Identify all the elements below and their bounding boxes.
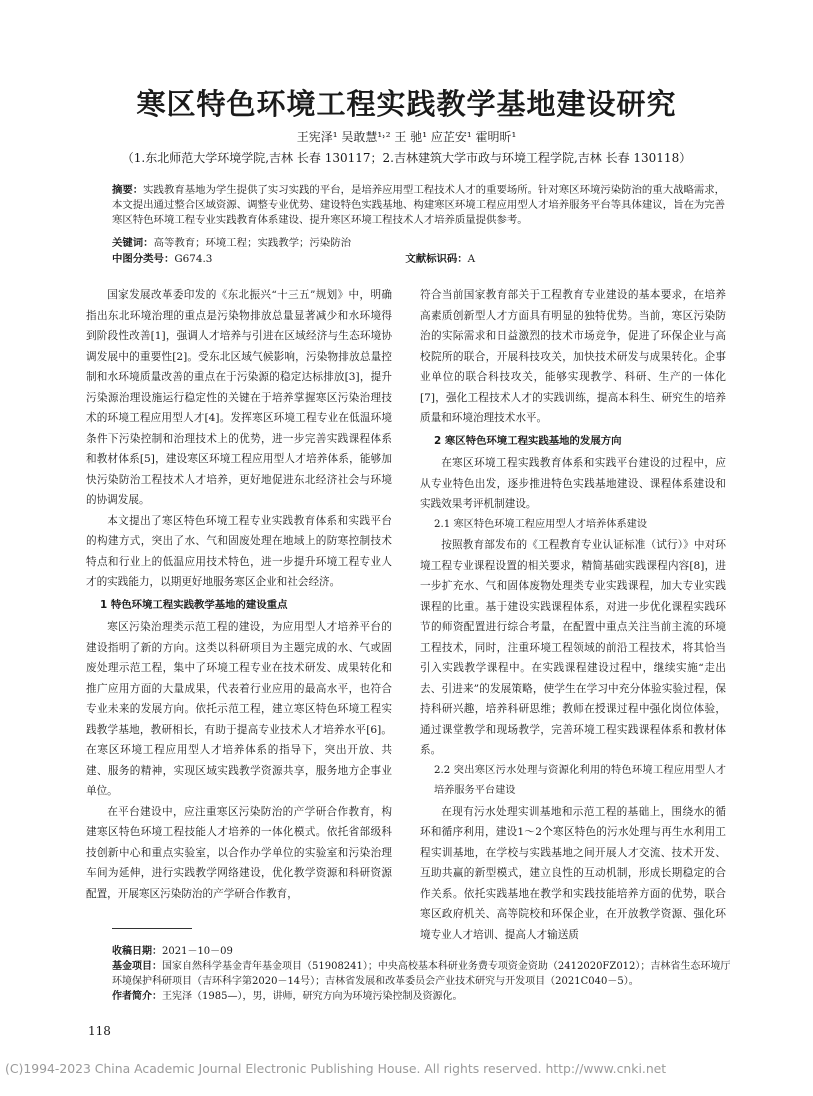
body-paragraph: 国家发展改革委印发的《东北振兴“十三五”规划》中，明确指出东北环境治理的重点是污染物排放总量显著减少和水环境得到阶段性改善[1]，强调人才培养与引进在区域经济与生态环境协调发展中的重要性[2]。受东北区域气候影响，污染物排放总量控制和水环境质量改善的重点在于污染源的稳定达标排放[3]，提升污染源治理设施运行稳定性的关键在于培养掌握寒区污染治理技术的环境工程应用型人才[4]。发挥寒区环境工程专业在低温环境条件下污染控制和治理技术上的优势，进一步完善实践课程体系和教材体系[5]，建设寒区环境工程应用型人才培养体系，能够加快污染防治工程技术人才培养，更好地促进东北经济社会与环境的协调发展。 <box>86 289 392 506</box>
body-paragraph: 按照教育部发布的《工程教育专业认证标准（试行）》中对环境工程专业课程设置的相关要求，精简基础实践课程内容[8]，进一步扩充水、气和固体废物处理类专业实践课程，加大专业实践课程的比重。基于建设实践课程体系，对进一步优化课程实践环节的师资配置进行综合考量，在配置中重点关注当前主流的环境工程技术，同时，注重环境工程领域的前沿工程技术，将其恰当引入实践教学课程中。在实践课程建设过程中，继续实施“走出去、引进来”的发展策略，使学生在学习中充分体验实验过程，保持科研兴趣，培养科研思维；教师在授课过程中强化岗位体验，通过课堂教学和现场教学，完善环境工程实践课程体系和教材体系。 <box>420 539 726 756</box>
body-paragraph: 本文提出了寒区特色环境工程专业实践教育体系和实践平台的构建方式，突出了水、气和固废处理在地域上的防寒控制技术特点和行业上的低温应用技术特色，进一步提升环境工程专业人才的实践能力，以期更好地服务寒区企业和社会经济。 <box>86 514 392 588</box>
footnote-text: 2021－10－09 <box>162 946 233 957</box>
footnote-item <box>112 959 732 989</box>
footnote-label: 作者简介： <box>112 991 162 1002</box>
keywords <box>112 236 732 251</box>
footnote-label: 收稿日期： <box>112 946 162 957</box>
footnotes <box>112 944 732 1004</box>
footnote-item <box>112 989 732 1004</box>
doc-code-value: A <box>467 253 476 265</box>
left-column <box>86 285 392 904</box>
keywords-text: 高等教育；环境工程；实践教学；污染防治 <box>153 237 351 249</box>
body-paragraph: 在现有污水处理实训基地和示范工程的基础上，围绕水的循环和循序利用，建设1～2个寒区特色的污水处理与再生水利用工程实训基地，在学校与实践基地之间开展人才交流、技术开发、互助共赢的新型模式，建立良性的互动机制，形成长期稳定的合作关系。依托实践基地在教学和实践技能培养方面的优势，联合寒区政府机关、高等院校和环保企业，在开放教学资源、强化环境专业人才培训、提高人才输送质 <box>420 805 726 941</box>
clc-value: G674.3 <box>174 253 213 265</box>
paper-title: 寒区特色环境工程实践教学基地建设研究 <box>136 87 677 121</box>
section-heading: 2 寒区特色环境工程实践基地的发展方向 <box>434 434 622 447</box>
body-paragraph: 在平台建设中，应注重寒区污染防治的产学研合作教育，构建寒区特色环境工程技能人才培养的一体化模式。依托省部级科技创新中心和重点实验室，以合作办学单位的实验室和污染治理车间为延伸，进行实践教学网络建设，优化教学资源和科研资源配置，开展寒区污染防治的产学研合作教育， <box>86 805 392 900</box>
abstract <box>112 183 732 228</box>
author-list: 王宪泽¹ 吴敢慧¹˒² 王 驰¹ 应芷安¹ 霍明昕¹ <box>296 130 517 144</box>
doc-code-label: 文献标识码： <box>405 253 468 265</box>
abstract-text: 实践教育基地为学生提供了实习实践的平台，是培养应用型工程技术人才的重要场所。针对寒区环境污染防治的重大战略需求，本文提出通过整合区域资源、调整专业优势、建设特色实践基地、构建寒区环境工程应用型人才培养服务平台等具体建议，旨在为完善寒区特色环境工程专业实践教育体系建设、提升寒区环境工程技术人才培养质量提供参考。 <box>112 184 726 226</box>
copyright-notice: (C)1994-2023 China Academic Journal Electronic Publishing House. All rights reserved. http://www.cnki.net <box>5 1061 667 1076</box>
footnote-label: 基金项目： <box>112 961 162 972</box>
page-number: 118 <box>88 1024 111 1038</box>
keywords-label: 关键词： <box>112 237 154 249</box>
section-heading: 1 特色环境工程实践教学基地的建设重点 <box>100 598 288 611</box>
body-paragraph: 在寒区环境工程实践教育体系和实践平台建设的过程中，应从专业特色出发，逐步推进特色实践基地建设、课程体系建设和实践效果考评机制建设。 <box>420 457 726 510</box>
right-column <box>420 285 726 945</box>
footnote-rule <box>112 928 192 929</box>
abstract-label: 摘要： <box>112 184 144 196</box>
classification-line <box>112 252 732 267</box>
affiliations: （1.东北师范大学环境学院,吉林 长春 130117；2.吉林建筑大学市政与环境工程学院,吉林 长春 130118） <box>121 151 692 165</box>
footnote-text: 王宪泽（1985—），男，讲师，研究方向为环境污染控制及资源化。 <box>162 991 463 1002</box>
body-paragraph: 符合当前国家教育部关于工程教育专业建设的基本要求，在培养高素质创新型人才方面具有明显的独特优势。当前，寒区污染防治的实际需求和日益激烈的技术市场竞争，促进了环保企业与高校院所的联合，开展科技攻关，加快技术研发与成果转化。企事业单位的联合科技攻关，能够实现教学、科研、生产的一体化[7]，强化工程技术人才的实践训练，提高本科生、研究生的培养质量和环境治理技术水平。 <box>420 289 726 424</box>
subsection-heading: 2.1 寒区特色环境工程应用型人才培养体系建设 <box>434 518 648 530</box>
footnote-text: 国家自然科学基金青年基金项目（51908241）；中央高校基本科研业务费专项资金资助（2412020FZ012）；吉林省生态环境厅环境保护科研项目（吉环科字第2020－14号）；吉林省发展和改革委员会产业技术研究与开发项目（2021C040－5）。 <box>112 961 731 987</box>
clc-label: 中图分类号： <box>112 253 175 265</box>
footnote-item <box>112 944 732 959</box>
body-paragraph: 寒区污染治理类示范工程的建设，为应用型人才培养平台的建设指明了新的方向。这类以科研项目为主题完成的水、气或固废处理示范工程，集中了环境工程专业在技术研发、成果转化和推广应用方面的大量成果，代表着行业应用的最高水平，也符合专业未来的发展方向。依托示范工程，建立寒区特色环境工程实践教学基地，教研相长，有助于提高专业技术人才培养水平[6]。在寒区环境工程应用型人才培养体系的指导下，突出开放、共建、服务的精神，实现区域实践教学资源共享，服务地方企事业单位。 <box>86 621 392 797</box>
subsection-heading: 2.2 突出寒区污水处理与资源化利用的特色环境工程应用型人才培养服务平台建设 <box>434 764 726 796</box>
